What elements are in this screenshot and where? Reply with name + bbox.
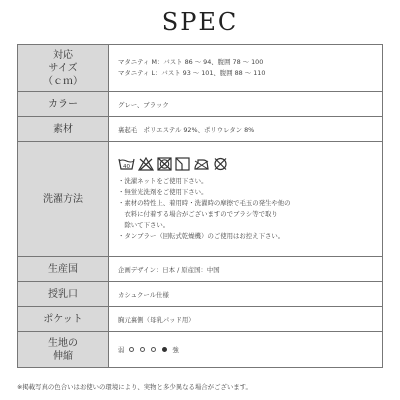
value-size <box>109 45 383 92</box>
wash-note-1: ・洗濯ネットをご使用下さい。 <box>118 176 208 185</box>
no-dry-clean-icon <box>213 157 228 171</box>
label-size-line3: （ｃｍ） <box>43 75 83 87</box>
label-size <box>18 45 109 92</box>
value-pocket: 胸元裏側（母乳パッド用） <box>109 307 383 332</box>
label-size-line1: 対応 <box>53 49 73 61</box>
spec-row-material <box>18 117 383 142</box>
iron-low-icon <box>193 157 210 171</box>
value-origin: 企画デザイン：日本 / 原産国：中国 <box>109 257 383 282</box>
spec-table <box>17 44 383 368</box>
spec-row-size <box>18 45 383 92</box>
stretch-level-dot <box>151 347 156 352</box>
label-washing: 洗濯方法 <box>18 142 109 257</box>
spec-row-color <box>18 92 383 117</box>
no-tumble-dry-icon <box>157 157 172 171</box>
page-title: SPEC <box>161 8 239 36</box>
value-washing <box>109 142 383 257</box>
size-l: マタニティ L：バスト 93 ～ 101、腹囲 88 ～ 110 <box>118 69 266 77</box>
value-material: 裏起毛 ポリエステル 92%、ポリウレタン 8% <box>109 117 383 142</box>
wash-note-3: ・素材の特性上、着用時・洗濯時の摩擦で毛玉の発生や他の <box>118 198 291 207</box>
size-m: マタニティ M：バスト 86 ～ 94、腹囲 78 ～ 100 <box>118 58 264 66</box>
spec-row-stretch <box>18 332 383 368</box>
footnote: ※掲載写真の色合いはお使いの環境により、実物と多少異なる場合がございます。 <box>17 383 252 391</box>
label-nursing: 授乳口 <box>18 282 109 307</box>
value-nursing: カシュクール仕様 <box>109 282 383 307</box>
value-color: グレー、ブラック <box>109 92 383 117</box>
wash-note-2: ・無蛍光洗剤をご使用下さい。 <box>118 187 208 196</box>
wash-note-5: 除いて下さい。 <box>118 220 170 229</box>
value-stretch <box>109 332 383 368</box>
stretch-dots <box>129 347 167 352</box>
wash-note-4: 衣料に付着する場合がございますのでブラシ等で取り <box>118 209 278 218</box>
spec-row-pocket <box>18 307 383 332</box>
label-stretch <box>18 332 109 368</box>
label-origin: 生産国 <box>18 257 109 282</box>
hand-wash-40-icon <box>118 157 135 171</box>
spec-row-washing <box>18 142 383 257</box>
no-bleach-icon <box>138 157 154 171</box>
care-symbols <box>118 157 382 171</box>
spec-row-origin <box>18 257 383 282</box>
stretch-high-label: 強 <box>172 346 179 354</box>
wash-note-6: ・タンブラー（回転式乾燥機）のご使用はお控え下さい。 <box>118 231 285 240</box>
label-color: カラー <box>18 92 109 117</box>
label-stretch-line2: 伸縮 <box>53 350 73 362</box>
stretch-scale <box>118 345 382 354</box>
label-size-line2: サイズ <box>48 62 78 74</box>
label-stretch-line1: 生地の <box>48 337 78 349</box>
label-material: 素材 <box>18 117 109 142</box>
stretch-level-dot <box>162 347 167 352</box>
hang-dry-shade-icon <box>175 157 190 171</box>
label-pocket: ポケット <box>18 307 109 332</box>
spec-row-nursing <box>18 282 383 307</box>
stretch-level-dot <box>140 347 145 352</box>
stretch-low-label: 弱 <box>118 346 125 354</box>
stretch-level-dot <box>129 347 134 352</box>
wash-temp-label: 40 <box>123 163 130 170</box>
